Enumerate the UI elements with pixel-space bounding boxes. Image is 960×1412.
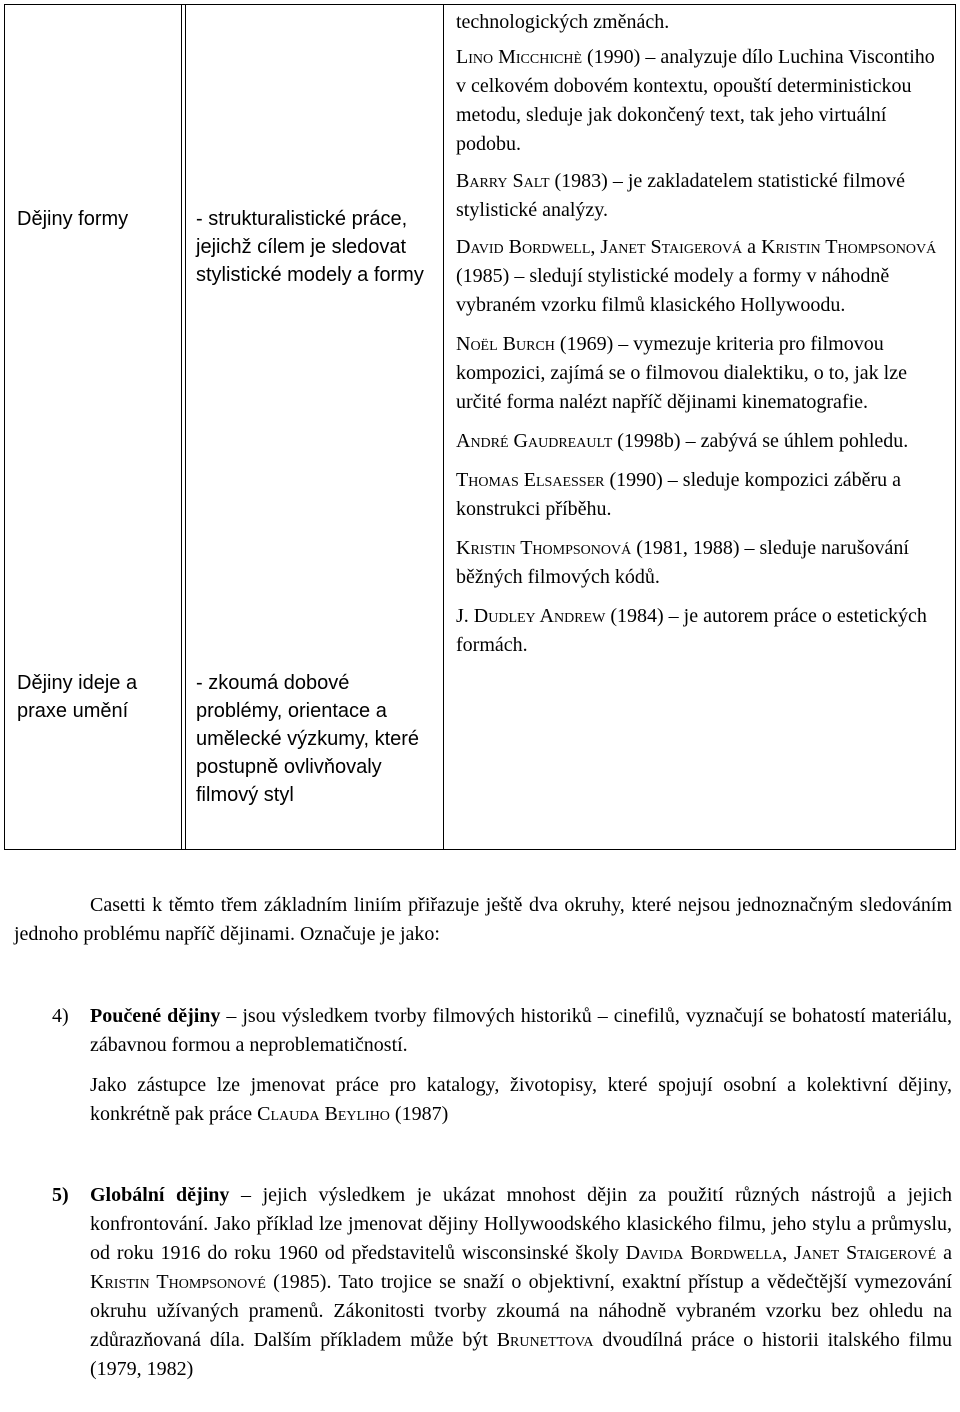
- entry-thompsonova: Kristin Thompsonová (1981, 1988) – sleduje narušování běžných filmových kódů.: [456, 537, 909, 588]
- author-name: J. Dudley Andrew: [456, 605, 606, 627]
- item-term: Poučené dějiny: [90, 1005, 221, 1027]
- column-divider: [443, 5, 444, 849]
- author-name: Janet Staigerové: [794, 1242, 937, 1264]
- author-name: Barry Salt: [456, 170, 550, 192]
- entry-burch: Noël Burch (1969) – vymezuje kriteria pro filmovou kompozici, zajímá se o filmovou dialektiku, o to, jak lze určité forma nalézt napříč dějinami kinematografie.: [456, 333, 907, 413]
- item-5-text: Globální dějiny – jejich výsledkem je ukázat mnohost dějin za použití různých nástrojů a jejich konfrontování. Jako příklad lze jmenovat dějiny Hollywoodského klasického filmu, jeho stylu a průmyslu, od roku 1916 do roku 1960 od představitelů wisconsinské školy Davida Bordwella, Janet Staigerové a Kristin Thompsonové (1985). Tato trojice se snaží o objektivní, exaktní přístup a vědečtější vymezování okruhu užívaných pramenů. Zákonitosti tvorby zkoumá na náhodně vybraném vzorku bez ohledu na zdůrazňovaná díla. Dalším příkladem může být Brunettova dvoudílná práce o historii italského filmu (1979, 1982): [90, 1184, 953, 1380]
- row-label-history-of-form: Dějiny formy: [17, 208, 129, 230]
- author-name: Noël Burch: [456, 333, 555, 355]
- entry-andrew: J. Dudley Andrew (1984) – je autorem práce o estetických formách.: [456, 605, 927, 656]
- author-name: Kristin Thompsonová: [761, 236, 937, 258]
- author-name: Thomas Elsaesser: [456, 469, 605, 491]
- entry-bordwell: David Bordwell, Janet Staigerová a Kristin Thompsonová (1985) – sledují stylistické modely a formy v náhodně vybraném vzorku filmů klasického Hollywoodu.: [456, 236, 937, 316]
- entry-salt: Barry Salt (1983) – je zakladatelem statistické filmové stylistické analýzy.: [456, 170, 905, 221]
- author-name: David Bordwell: [456, 236, 591, 258]
- author-name: Clauda Beyliho: [257, 1103, 390, 1125]
- row-label-history-of-ideas: Dějiny ideje a praxe umění: [17, 672, 138, 722]
- author-name: André Gaudreault: [456, 430, 613, 452]
- author-name: Brunettova: [496, 1329, 594, 1351]
- entry-gaudreault: André Gaudreault (1998b) – zabývá se úhlem pohledu.: [456, 430, 909, 452]
- entry-elsaesser: Thomas Elsaesser (1990) – sleduje kompozici záběru a konstrukci příběhu.: [456, 469, 902, 520]
- author-name: Kristin Thompsonová: [456, 537, 632, 559]
- author-name: Lino Micchichè: [456, 46, 582, 68]
- column-divider: [185, 5, 186, 849]
- item-number: 5): [52, 1184, 69, 1206]
- row-description-history-of-ideas: - zkoumá dobové problémy, orientace a umělecké výzkumy, které postupně ovlivňovaly filmový styl: [196, 672, 420, 806]
- history-types-table: [4, 4, 956, 850]
- item-number: 4): [52, 1005, 69, 1027]
- author-name: Kristin Thompsonové: [90, 1271, 266, 1293]
- row-description-history-of-form: - strukturalistické práce, jejichž cílem je sledovat stylistické modely a formy: [196, 208, 424, 286]
- entries-column: [456, 8, 949, 660]
- intro-paragraph: Casetti k těmto třem základním liniím přiřazuje ještě dva okruhy, které nejsou jednoznačným sledováním jednoho problému napříč dějinami. Označuje je jako:: [14, 894, 952, 945]
- entry-carry-over: technologických změnách.: [456, 11, 670, 33]
- author-name: Davida Bordwella: [625, 1242, 783, 1264]
- item-term: Globální dějiny: [90, 1184, 230, 1206]
- author-name: Janet Staigerová: [600, 236, 743, 258]
- item-4-text: Poučené dějiny – jsou výsledkem tvorby filmových historiků – cinefilů, vyznačují se bohatostí materiálu, zábavnou formou a neproblematičností.: [90, 1005, 952, 1056]
- entry-micciche: Lino Micchichè (1990) – analyzuje dílo Luchina Viscontiho v celkovém dobovém kontextu, opouští deterministickou metodu, sleduje jak dokončený text, tak jeho virtuální podobu.: [456, 46, 935, 155]
- column-divider: [181, 5, 182, 849]
- item-4-paragraph-2: Jako zástupce lze jmenovat práce pro katalogy, životopisy, které spojují osobní a kolektivní dějiny, konkrétně pak práce Clauda Beyliho (1987): [90, 1074, 952, 1125]
